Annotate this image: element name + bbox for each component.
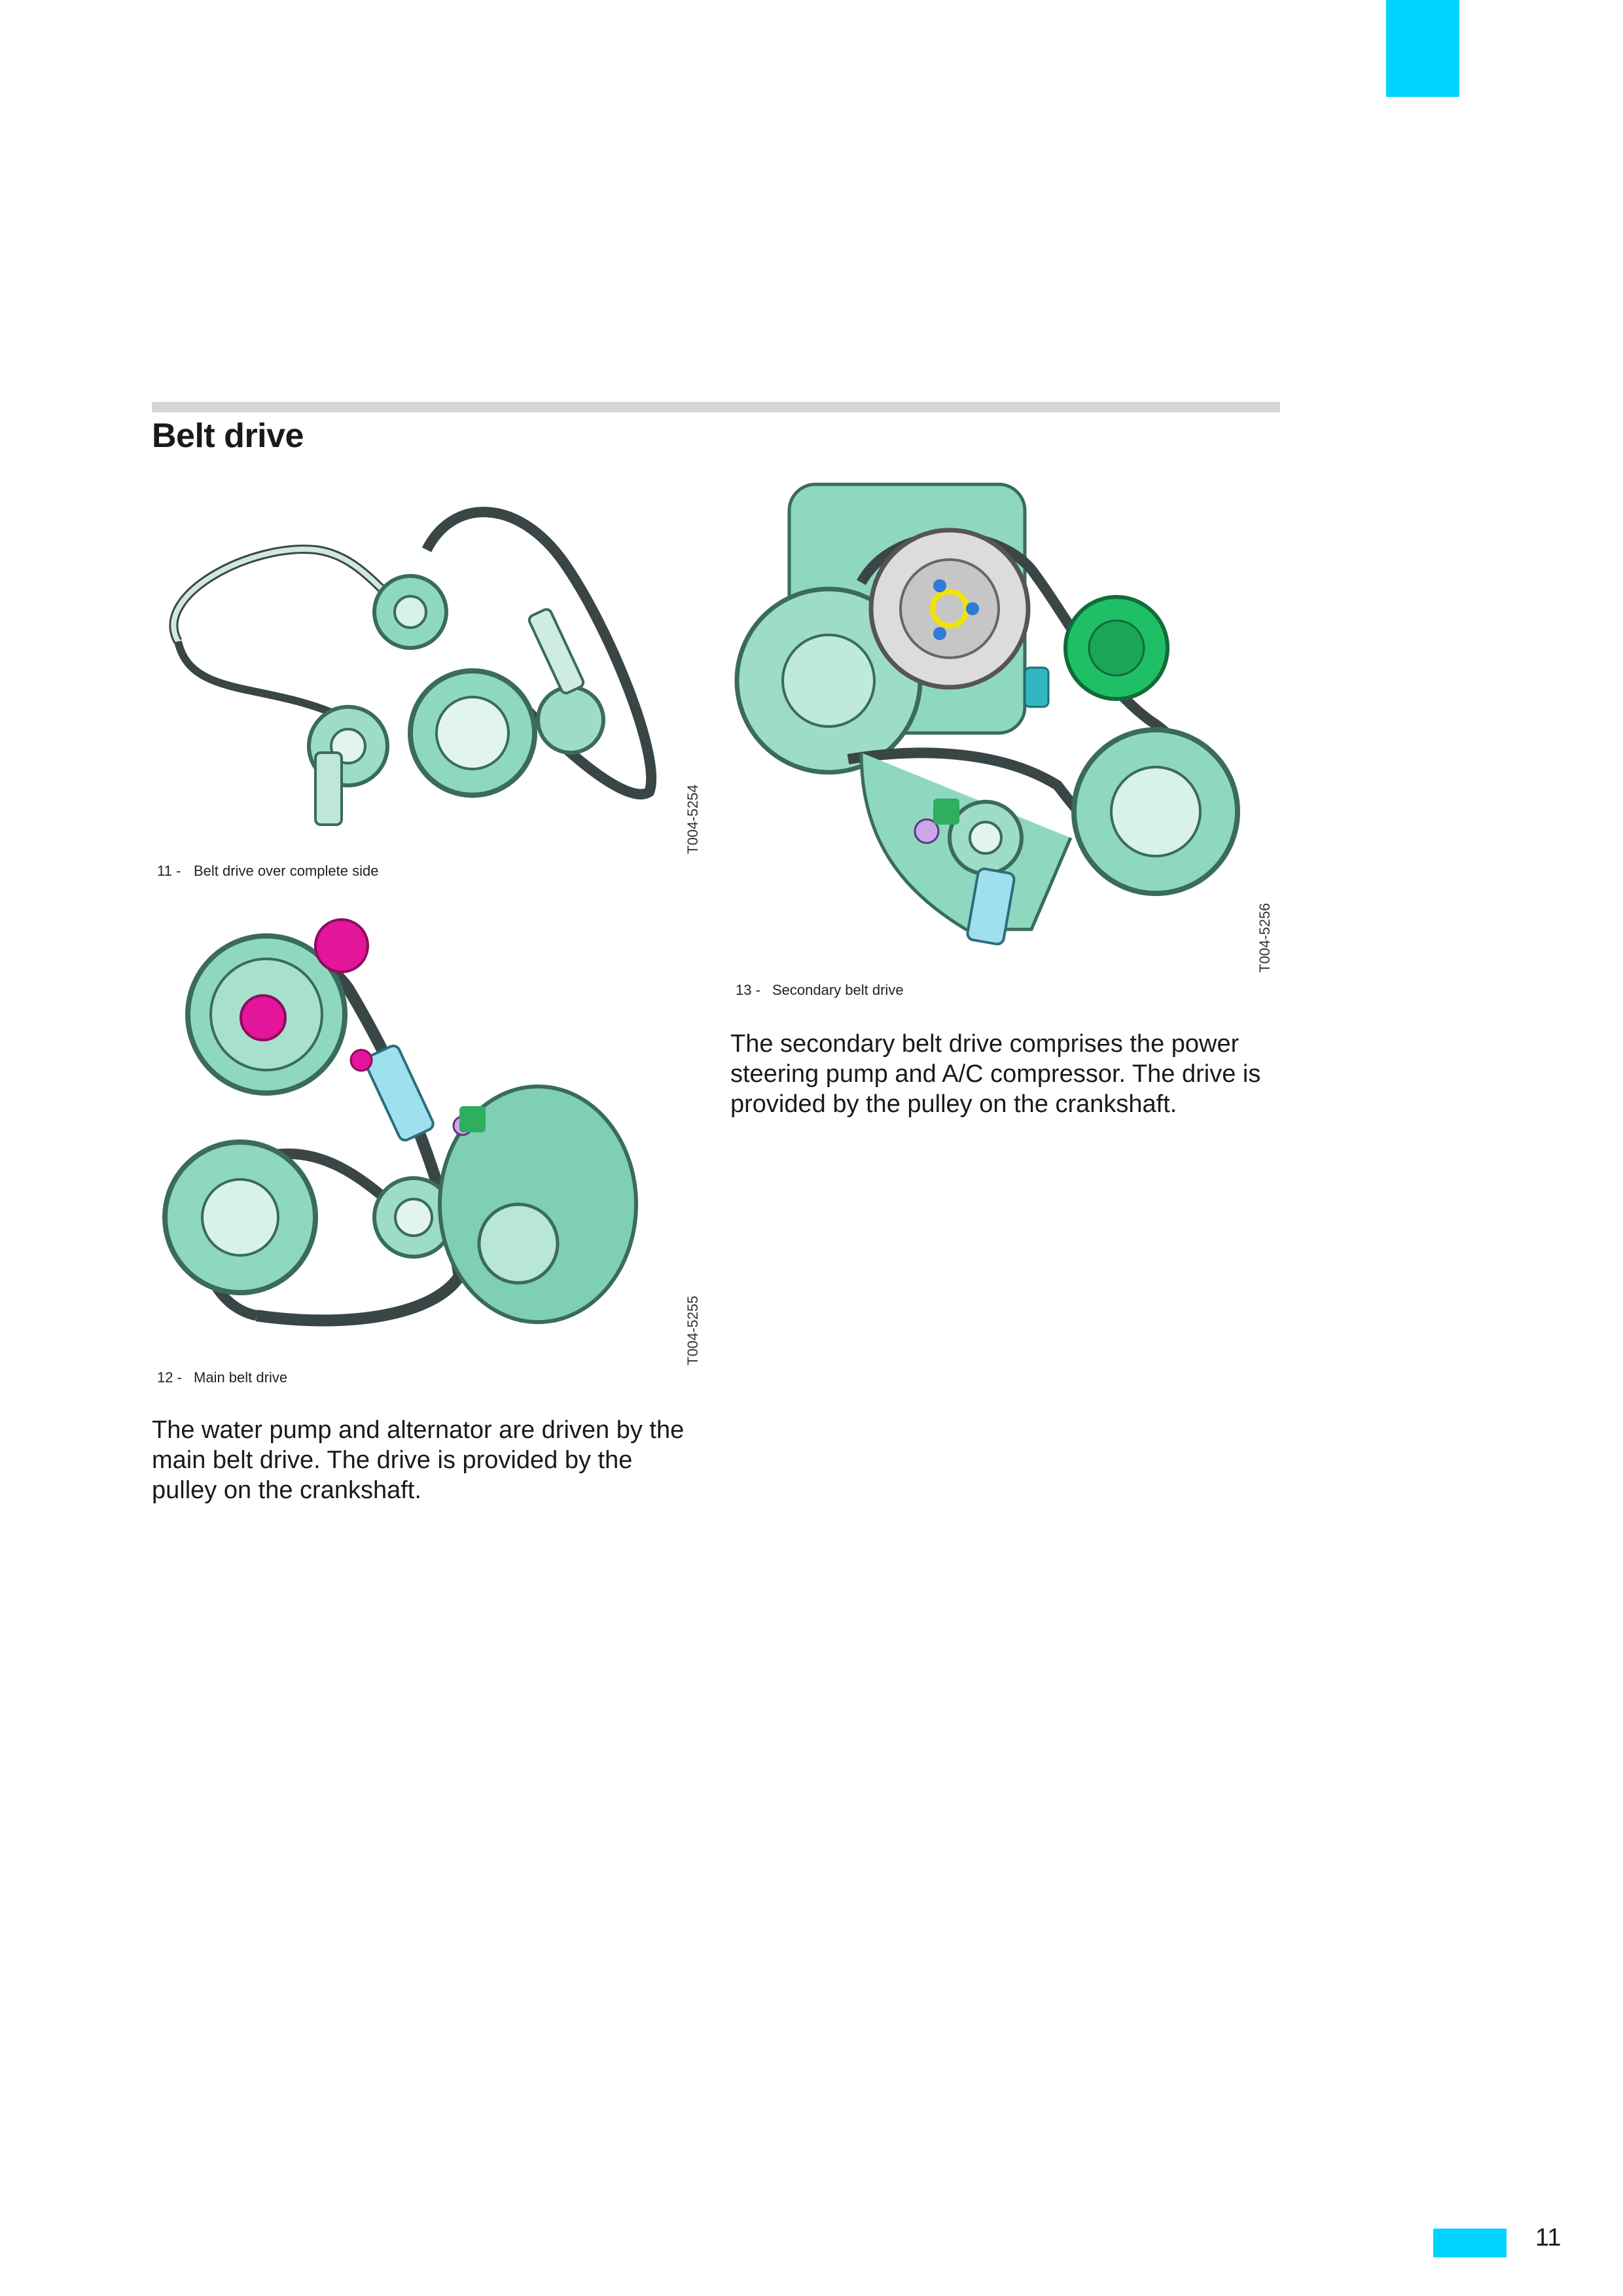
figure-code: T004-5254 [685,784,701,854]
page-number: 11 [1535,2224,1561,2251]
belt-drive-illustration [152,484,695,838]
corner-accent-tab [1386,0,1459,97]
figure-caption-text: Main belt drive [194,1369,288,1386]
figure-number: 13 - [736,982,760,998]
figure-caption [157,863,378,880]
figure-secondary-belt-drive [730,471,1267,969]
page-accent-tab [1433,2229,1507,2257]
section-title: Belt drive [152,417,304,455]
figure-caption-text: Secondary belt drive [772,982,904,998]
figure-caption [736,982,904,999]
figure-caption-text: Belt drive over complete side [194,863,379,879]
figure-code: T004-5256 [1257,903,1273,973]
paragraph-main-belt-drive: The water pump and alternator are driven by the main belt drive. The drive is provided by the pulley on the crankshaft. [152,1416,685,1504]
figure-caption [157,1369,287,1386]
belt-drive-illustration [152,910,695,1355]
figure-number: 12 - [157,1369,182,1386]
figure-code: T004-5255 [685,1295,701,1365]
figure-complete-side [152,484,695,838]
belt-drive-illustration [730,471,1267,969]
paragraph-secondary-belt-drive: The secondary belt drive comprises the power steering pump and A/C compressor. The drive is provided by the pulley on the crankshaft. [730,1030,1261,1118]
figure-number: 11 - [157,863,181,879]
figure-main-belt-drive [152,910,695,1355]
section-header-rule [152,402,1280,412]
